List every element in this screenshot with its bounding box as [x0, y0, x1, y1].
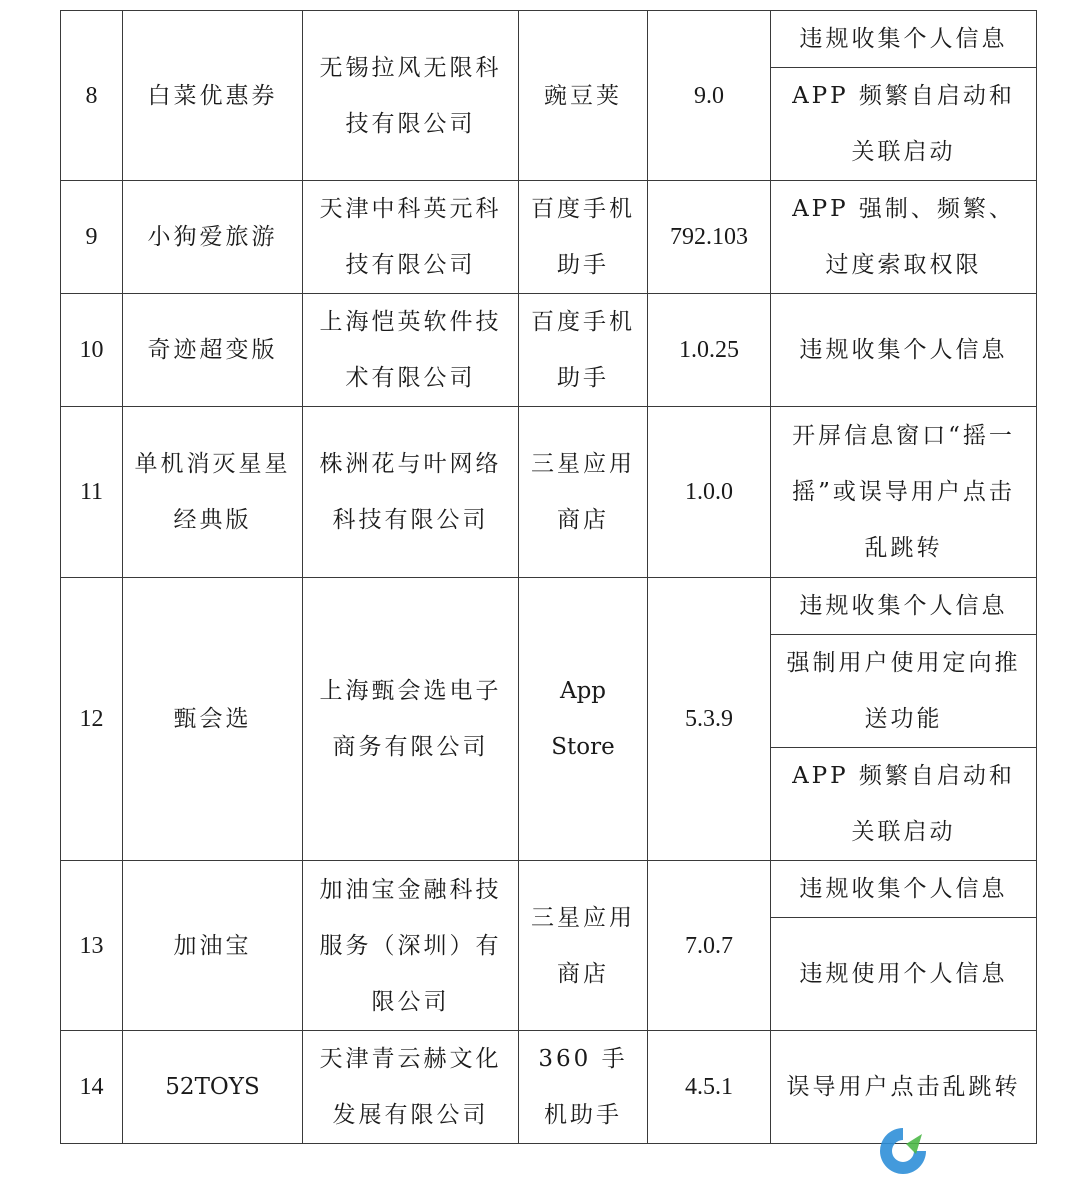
app-name: 加油宝 [123, 861, 303, 1031]
app-name: 小狗爱旅游 [123, 181, 303, 294]
developer: 天津中科英元科技有限公司 [303, 181, 519, 294]
issue-cell: 违规收集个人信息 [771, 578, 1037, 635]
row-number: 9 [61, 181, 123, 294]
table-row [61, 578, 1037, 635]
app-store: 360 手机助手 [519, 1031, 648, 1144]
app-name: 甄会选 [123, 578, 303, 861]
developer: 天津青云赫文化发展有限公司 [303, 1031, 519, 1144]
developer: 加油宝金融科技服务（深圳）有限公司 [303, 861, 519, 1031]
row-number: 12 [61, 578, 123, 861]
issue-cell: 误导用户点击乱跳转 [771, 1031, 1037, 1144]
issue-cell: APP 强制、频繁、过度索取权限 [771, 181, 1037, 294]
app-version: 4.5.1 [648, 1031, 771, 1144]
app-store: App Store [519, 578, 648, 861]
app-version: 5.3.9 [648, 578, 771, 861]
table-row [61, 407, 1037, 578]
table-row [61, 294, 1037, 407]
row-number: 13 [61, 861, 123, 1031]
app-store: 三星应用商店 [519, 861, 648, 1031]
app-store: 豌豆荚 [519, 11, 648, 181]
developer: 无锡拉风无限科技有限公司 [303, 11, 519, 181]
issue-cell: 违规使用个人信息 [771, 918, 1037, 1031]
issue-cell: 违规收集个人信息 [771, 11, 1037, 68]
developer: 上海甄会选电子商务有限公司 [303, 578, 519, 861]
row-number: 10 [61, 294, 123, 407]
issue-cell: 违规收集个人信息 [771, 861, 1037, 918]
issue-cell: 强制用户使用定向推送功能 [771, 635, 1037, 748]
app-version: 792.103 [648, 181, 771, 294]
app-name: 奇迹超变版 [123, 294, 303, 407]
issue-cell: 违规收集个人信息 [771, 294, 1037, 407]
issue-cell: 开屏信息窗口“摇一摇”或误导用户点击乱跳转 [771, 407, 1037, 578]
row-number: 8 [61, 11, 123, 181]
table-row [61, 861, 1037, 918]
table-row [61, 181, 1037, 294]
issue-cell: APP 频繁自启动和关联启动 [771, 748, 1037, 861]
app-name: 白菜优惠券 [123, 11, 303, 181]
app-store: 三星应用商店 [519, 407, 648, 578]
app-version: 1.0.0 [648, 407, 771, 578]
app-version: 1.0.25 [648, 294, 771, 407]
app-name: 单机消灭星星经典版 [123, 407, 303, 578]
row-number: 14 [61, 1031, 123, 1144]
issue-cell: APP 频繁自启动和关联启动 [771, 68, 1037, 181]
row-number: 11 [61, 407, 123, 578]
app-version: 7.0.7 [648, 861, 771, 1031]
app-store: 百度手机助手 [519, 294, 648, 407]
app-version: 9.0 [648, 11, 771, 181]
watermark-logo-icon [876, 1124, 930, 1178]
app-store: 百度手机助手 [519, 181, 648, 294]
table-row [61, 11, 1037, 68]
developer: 株洲花与叶网络科技有限公司 [303, 407, 519, 578]
app-name: 52TOYS [123, 1031, 303, 1144]
app-violation-table [60, 10, 1037, 1144]
developer: 上海恺英软件技术有限公司 [303, 294, 519, 407]
